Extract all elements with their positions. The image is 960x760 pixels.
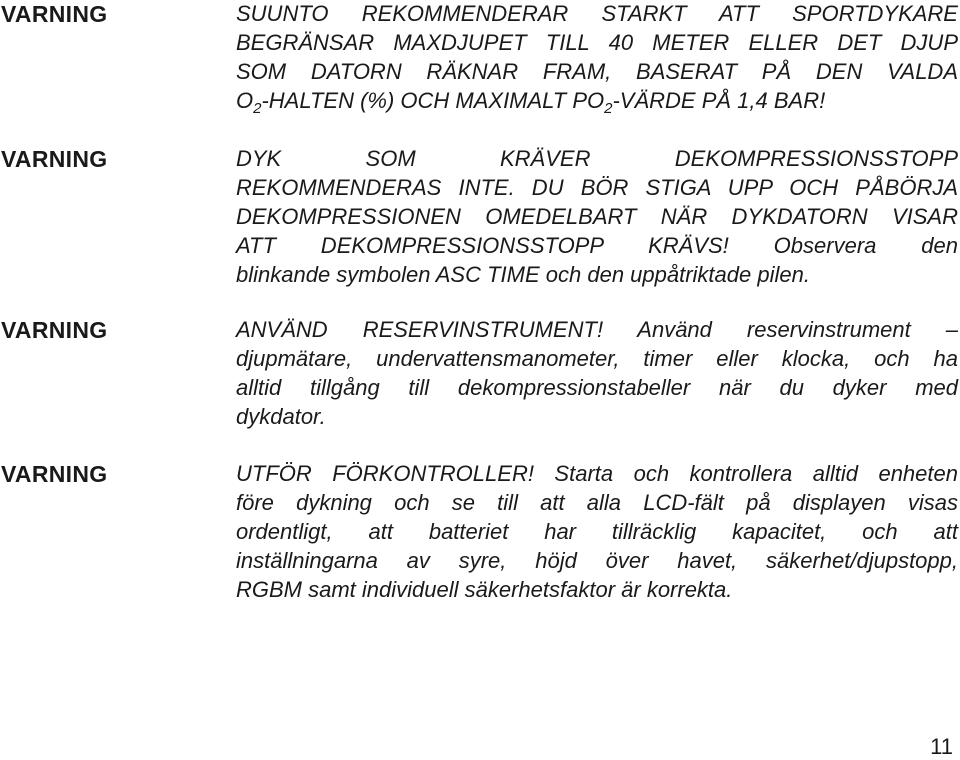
warning-text-line: REKOMMENDERAS INTE. DU BÖR STIGA UPP OCH PÅBÖRJA bbox=[236, 175, 958, 200]
subscript: 2 bbox=[604, 100, 613, 117]
warning-text-line: dykdator. bbox=[236, 404, 326, 429]
warning-text-line-formula bbox=[236, 87, 958, 115]
warning-label: VARNING bbox=[1, 317, 108, 343]
page-number: 11 bbox=[930, 734, 953, 759]
warning-text-line: SOM DATORN RÄKNAR FRAM, BASERAT PÅ DEN VALDA bbox=[236, 59, 958, 84]
text-segment: O bbox=[236, 88, 254, 113]
warning-text-line: DYK SOM KRÄVER DEKOMPRESSIONSSTOPP bbox=[236, 146, 958, 171]
warning-text-line: djupmätare, undervattensmanometer, timer eller klocka, och ha bbox=[236, 346, 958, 371]
warning-label: VARNING bbox=[1, 146, 108, 172]
warning-text-line: BEGRÄNSAR MAXDJUPET TILL 40 METER ELLER DET DJUP bbox=[236, 30, 958, 55]
warning-text-line: RGBM samt individuell säkerhetsfaktor är korrekta. bbox=[236, 577, 733, 602]
text-segment: -HALTEN (%) OCH MAXIMALT PO bbox=[261, 88, 605, 113]
warning-text-line: inställningarna av syre, höjd över havet, säkerhet/djupstopp, bbox=[236, 548, 958, 573]
warning-text-line: ordentligt, att batteriet har tillräcklig kapacitet, och att bbox=[236, 519, 958, 544]
warning-text-line: DEKOMPRESSIONEN OMEDELBART NÄR DYKDATORN VISAR bbox=[236, 204, 958, 229]
warning-text-line: ANVÄND RESERVINSTRUMENT! Använd reservinstrument – bbox=[236, 317, 958, 342]
warning-text-line: före dykning och se till att alla LCD-fält på displayen visas bbox=[236, 490, 958, 515]
subscript: 2 bbox=[253, 100, 262, 117]
warning-text-line: ATT DEKOMPRESSIONSSTOPP KRÄVS! Observera den bbox=[236, 233, 958, 258]
text-segment: -VÄRDE PÅ 1,4 BAR! bbox=[612, 88, 826, 113]
warning-label: VARNING bbox=[1, 1, 108, 27]
warning-label: VARNING bbox=[1, 461, 108, 487]
warning-text-line: blinkande symbolen ASC TIME och den uppåtriktade pilen. bbox=[236, 262, 810, 287]
warning-text-line: SUUNTO REKOMMENDERAR STARKT ATT SPORTDYKARE bbox=[236, 1, 958, 26]
warning-text-line: alltid tillgång till dekompressionstabeller när du dyker med bbox=[236, 375, 958, 400]
warning-text-line: UTFÖR FÖRKONTROLLER! Starta och kontrollera alltid enheten bbox=[236, 461, 958, 486]
